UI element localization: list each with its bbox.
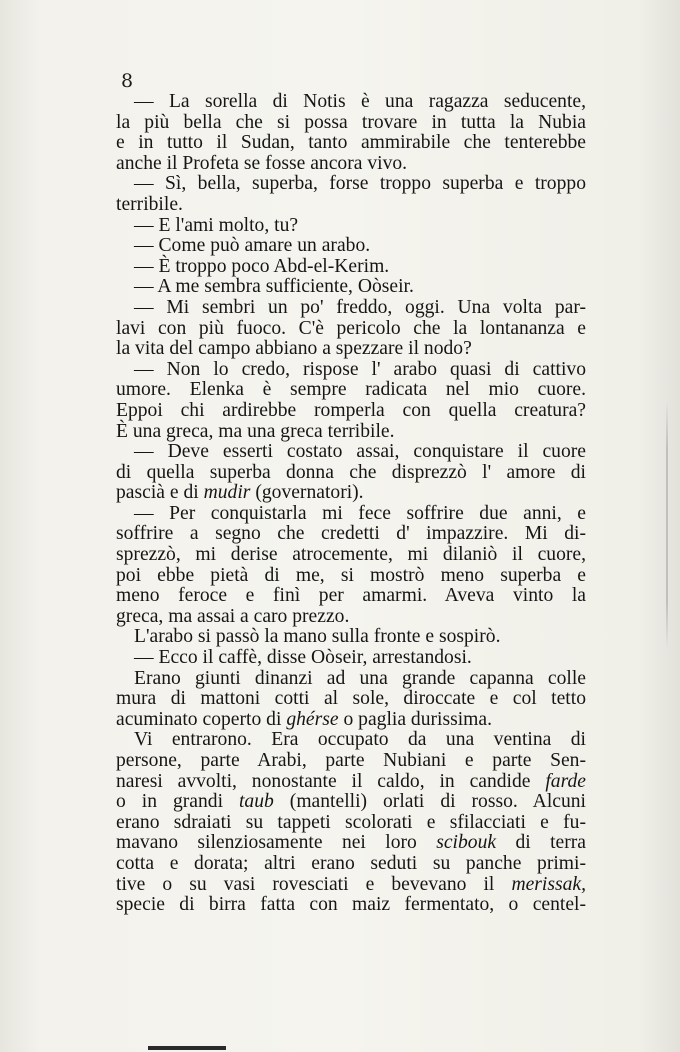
- text-segment: di quella superba donna che disprezzò l' amore di: [116, 461, 586, 483]
- text-line: [116, 339, 586, 360]
- text-line: [116, 545, 586, 566]
- italic-term: mudir: [203, 482, 251, 504]
- text-line: [116, 627, 586, 648]
- text-line: [116, 586, 586, 607]
- text-segment: persone, parte Arabi, parte Nubiani e parte Sen-: [116, 750, 586, 771]
- page-number: 8: [121, 70, 134, 92]
- text-line: [116, 895, 586, 916]
- text-segment: pascià e di: [116, 482, 204, 504]
- text-segment: Vi entrarono. Era occupato da una ventina di: [134, 729, 586, 751]
- text-line: [116, 813, 586, 834]
- text-line: [116, 875, 586, 896]
- text-line: [116, 113, 586, 134]
- text-segment: — Per conquistarla mi fece soffrire due anni, e: [134, 502, 586, 524]
- text-line: [116, 689, 586, 710]
- text-line: [116, 504, 586, 525]
- text-segment: (mantelli) orlati di rosso. Alcuni: [273, 791, 586, 813]
- italic-term: merissak,: [511, 873, 586, 895]
- text-segment: anche il Profeta se fosse ancora vivo.: [116, 152, 408, 174]
- text-segment: — Deve esserti costato assai, conquistare il cuore: [134, 441, 586, 463]
- text-line: [116, 669, 586, 690]
- text-line: [116, 854, 586, 875]
- text-segment: di terra: [496, 832, 586, 854]
- text-line: [116, 442, 586, 463]
- text-segment: — Non lo credo, rispose l' arabo quasi di cattivo: [134, 358, 586, 380]
- text-segment: Erano giunti dinanzi ad una grande capanna colle: [134, 667, 586, 689]
- text-line: [116, 319, 586, 340]
- text-segment: erano sdraiati su tappeti scolorati e sfilacciati e fu-: [116, 811, 586, 833]
- text-segment: — Come può amare un arabo.: [134, 235, 371, 257]
- text-segment: — La sorella di Notis è una ragazza seducente,: [134, 91, 586, 112]
- text-segment: specie di birra fatta con maiz fermentato, o centel-: [116, 894, 586, 916]
- text-line: [116, 463, 586, 484]
- italic-term: farde: [545, 770, 586, 792]
- text-segment: greca, ma assai a caro prezzo.: [116, 605, 350, 627]
- text-segment: — Sì, bella, superba, forse troppo superba e troppo: [134, 173, 586, 195]
- text-segment: o in grandi: [116, 791, 239, 813]
- text-segment: mura di mattoni cotti al sole, diroccate e col tetto: [116, 688, 586, 710]
- text-line: [116, 154, 586, 175]
- text-segment: umore. Elenka è sempre radicata nel mio cuore.: [116, 379, 586, 401]
- text-line: [116, 380, 586, 401]
- page-edge-shadow: [666, 400, 668, 650]
- text-segment: — Mi sembri un po' freddo, oggi. Una volta par-: [134, 296, 586, 318]
- text-segment: mavano silenziosamente nei loro: [116, 832, 437, 854]
- text-line: [116, 422, 586, 443]
- text-line: [116, 751, 586, 772]
- text-segment: — È troppo poco Abd-el-Kerim.: [134, 255, 390, 277]
- bottom-rule: [148, 1046, 226, 1050]
- text-line: [116, 257, 586, 278]
- text-line: [116, 174, 586, 195]
- italic-term: scibouk: [436, 832, 497, 854]
- text-line: [116, 277, 586, 298]
- text-line: [116, 772, 586, 793]
- text-line: [116, 133, 586, 154]
- text-line: [116, 401, 586, 422]
- text-line: [116, 92, 586, 113]
- text-segment: cotta e dorata; altri erano seduti su panche primi-: [116, 852, 586, 874]
- text-line: [116, 298, 586, 319]
- text-line: [116, 607, 586, 628]
- text-segment: lavi con più fuoco. C'è pericolo che la lontananza e: [116, 317, 586, 339]
- text-segment: sprezzò, mi derise atrocemente, mi dilaniò il cuore,: [116, 544, 586, 566]
- text-segment: naresi avvolti, nonostante il caldo, in candide: [116, 770, 546, 792]
- text-line: [116, 730, 586, 751]
- text-segment: meno feroce e finì per amarmi. Aveva vinto la: [116, 585, 586, 607]
- text-line: [116, 483, 586, 504]
- text-segment: (governatori).: [250, 482, 364, 504]
- text-segment: — A me sembra sufficiente, Oòseir.: [134, 276, 414, 298]
- text-segment: o paglia durissima.: [338, 708, 493, 730]
- body-text: [116, 92, 586, 916]
- text-segment: terribile.: [116, 193, 183, 215]
- text-line: [116, 236, 586, 257]
- text-segment: la più bella che si possa trovare in tutta la Nubia: [116, 111, 586, 133]
- text-segment: e in tutto il Sudan, tanto ammirabile che tenterebbe: [116, 132, 586, 154]
- text-segment: L'arabo si passò la mano sulla fronte e sospirò.: [134, 626, 501, 648]
- text-line: [116, 524, 586, 545]
- text-segment: soffrire a segno che credetti d' impazzire. Mi di-: [116, 523, 586, 545]
- text-line: [116, 710, 586, 731]
- text-segment: tive o su vasi rovesciati e bevevano il: [116, 873, 512, 895]
- italic-term: ghérse: [286, 708, 339, 730]
- text-segment: la vita del campo abbiano a spezzare il nodo?: [116, 338, 472, 360]
- text-segment: — E l'ami molto, tu?: [134, 214, 299, 236]
- text-line: [116, 833, 586, 854]
- text-line: [116, 216, 586, 237]
- text-line: [116, 195, 586, 216]
- text-segment: poi ebbe pietà di me, si mostrò meno superba e: [116, 564, 586, 586]
- text-line: [116, 792, 586, 813]
- text-line: [116, 566, 586, 587]
- text-segment: — Ecco il caffè, disse Oòseir, arrestandosi.: [134, 647, 472, 669]
- text-line: [116, 360, 586, 381]
- italic-term: taub: [238, 791, 274, 813]
- text-line: [116, 648, 586, 669]
- text-segment: acuminato coperto di: [116, 708, 287, 730]
- text-segment: Eppoi chi ardirebbe romperla con quella creatura?: [116, 399, 586, 421]
- text-segment: È una greca, ma una greca terribile.: [116, 420, 395, 442]
